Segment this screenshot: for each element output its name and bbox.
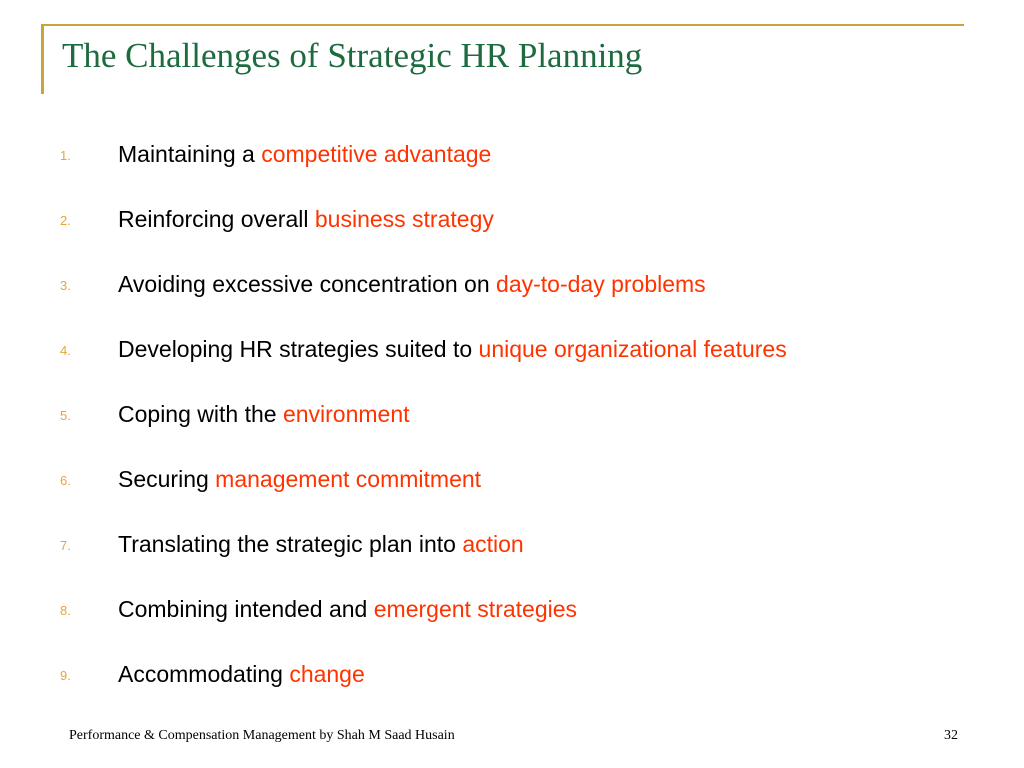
item-number: 8. (60, 603, 71, 618)
item-text (118, 329, 787, 369)
item-text (118, 589, 577, 629)
item-number: 3. (60, 278, 71, 293)
item-text-plain: Reinforcing overall (118, 206, 315, 232)
accent-rule-vertical (41, 24, 44, 94)
item-text-plain: Maintaining a (118, 141, 262, 167)
list-item (60, 329, 787, 394)
list-item (60, 654, 787, 719)
item-number: 9. (60, 668, 71, 683)
item-number: 2. (60, 213, 71, 228)
item-text-highlight: action (462, 531, 524, 557)
item-text-highlight: competitive advantage (261, 141, 492, 167)
item-text-plain: Coping with the (118, 401, 283, 427)
item-text-plain: Securing (118, 466, 216, 492)
item-text (118, 524, 524, 564)
item-text (118, 134, 491, 174)
item-number: 6. (60, 473, 71, 488)
item-text (118, 199, 494, 239)
item-text-highlight: change (289, 661, 365, 687)
item-text-plain: Combining intended and (118, 596, 374, 622)
item-text-plain: Avoiding excessive concentration on (118, 271, 497, 297)
item-text (118, 459, 481, 499)
item-text-plain: Translating the strategic plan into (118, 531, 463, 557)
item-number: 4. (60, 343, 71, 358)
item-text (118, 394, 410, 434)
list-item (60, 524, 787, 589)
list-item (60, 589, 787, 654)
item-text (118, 654, 365, 694)
footer-text: Performance & Compensation Management by Shah M Saad Husain (69, 728, 455, 743)
list-item (60, 459, 787, 524)
list-item (60, 264, 787, 329)
item-text-highlight: unique organizational features (478, 336, 787, 362)
item-text-plain: Developing HR strategies suited to (118, 336, 479, 362)
accent-rule-horizontal (41, 24, 964, 26)
item-number: 7. (60, 538, 71, 553)
page-number: 32 (944, 728, 958, 743)
list-item (60, 199, 787, 264)
item-text-highlight: day-to-day problems (496, 271, 706, 297)
item-text-highlight: environment (282, 401, 410, 427)
slide-title: The Challenges of Strategic HR Planning (62, 36, 643, 75)
item-text-highlight: business strategy (314, 206, 494, 232)
list-item (60, 394, 787, 459)
list-item (60, 134, 787, 199)
item-text-highlight: management commitment (215, 466, 482, 492)
item-text (118, 264, 706, 304)
challenges-list (60, 134, 787, 719)
item-text-highlight: emergent strategies (373, 596, 578, 622)
item-number: 1. (60, 148, 71, 163)
item-text-plain: Accommodating (118, 661, 290, 687)
item-number: 5. (60, 408, 71, 423)
